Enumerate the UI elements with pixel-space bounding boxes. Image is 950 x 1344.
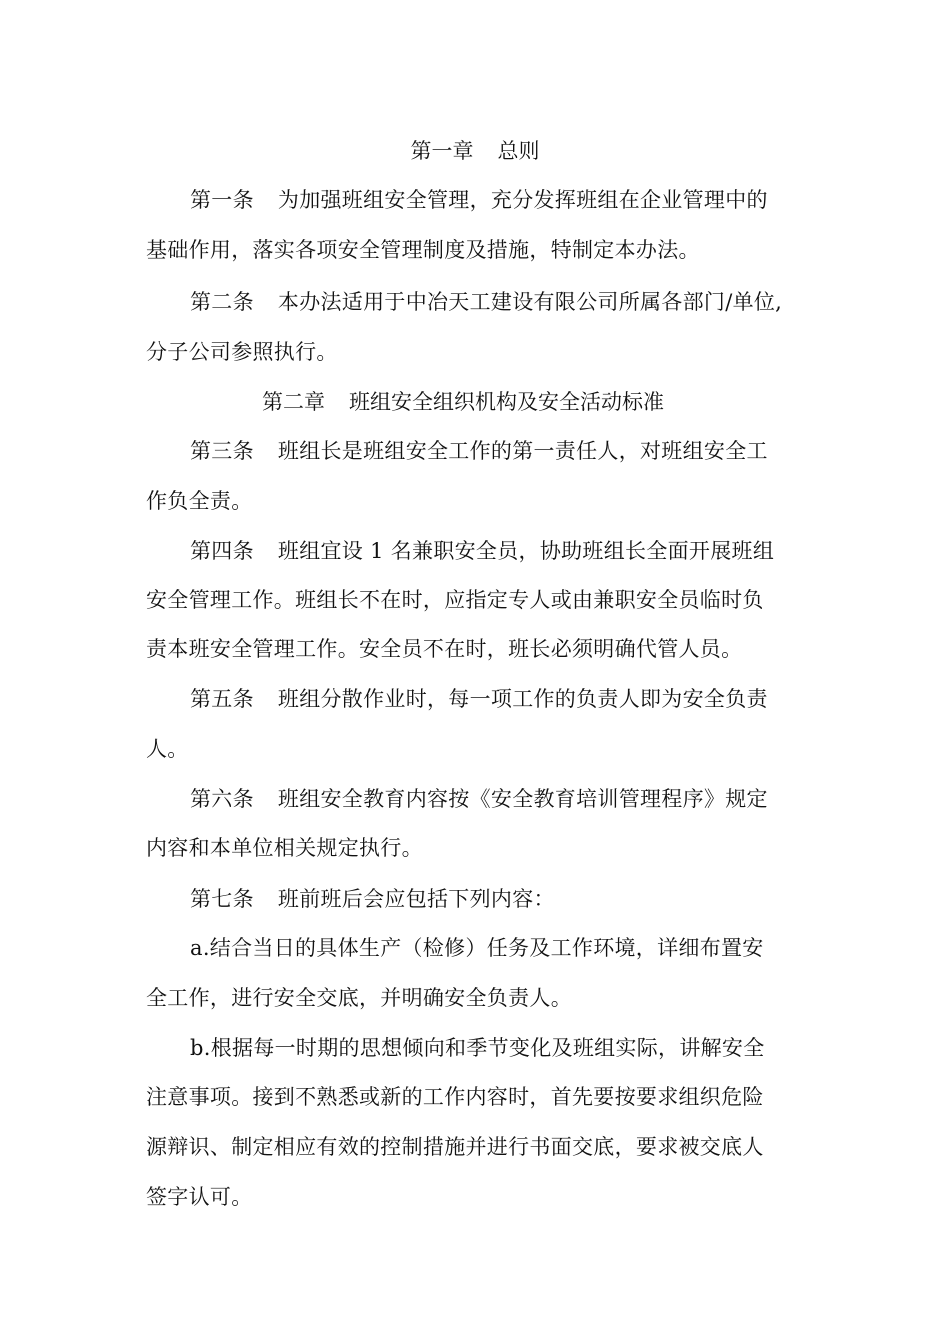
article-2-label: 第二条 (190, 290, 254, 314)
article-6-text-1: 班组安全教育内容按《安全教育培训管理程序》规定 (277, 787, 768, 811)
article-4-line-1 (190, 536, 774, 566)
article-1-line-2: 基础作用，落实各项安全管理制度及措施，特制定本办法。 (146, 238, 700, 262)
article-7-text-1: 班前班后会应包括下列内容： (277, 887, 555, 911)
article-5-text-1: 班组分散作业时，每一项工作的负责人即为安全负责 (277, 687, 768, 711)
item-b-line-2: 注意事项。接到不熟悉或新的工作内容时，首先要按要求组织危险 (146, 1085, 764, 1109)
article-3-line-2: 作负全责。 (146, 489, 253, 513)
article-1-text-1: 为加强班组安全管理，充分发挥班组在企业管理中的 (277, 188, 768, 212)
article-3-label: 第三条 (190, 439, 254, 463)
item-a-line-1: a.结合当日的具体生产（检修）任务及工作环境，详细布置安 (190, 936, 764, 960)
article-5-line-1 (190, 684, 768, 714)
item-b-line-3: 源辩识、制定相应有效的控制措施并进行书面交底，要求被交底人 (146, 1135, 764, 1159)
article-2-line-1 (190, 287, 782, 317)
item-b-line-4: 签字认可。 (146, 1185, 253, 1209)
article-6-line-2: 内容和本单位相关规定执行。 (146, 836, 423, 860)
article-6-line-1 (190, 784, 768, 814)
article-3-line-1 (190, 436, 768, 466)
article-1-label: 第一条 (190, 188, 254, 212)
article-7-line-1 (190, 884, 555, 914)
article-4-text-1: 班组宜设 1 名兼职安全员，协助班组长全面开展班组 (277, 539, 775, 563)
article-2-line-2: 分子公司参照执行。 (146, 340, 338, 364)
chapter-1-title: 总则 (497, 139, 540, 163)
article-2-text-1: 本办法适用于中冶天工建设有限公司所属各部门/单位, (277, 290, 783, 314)
article-6-label: 第六条 (190, 787, 254, 811)
chapter-2-label: 第二章 (262, 390, 325, 414)
article-5-line-2: 人。 (146, 737, 189, 761)
chapter-1-heading (0, 136, 950, 166)
article-1-line-1 (190, 185, 768, 215)
item-a-line-2: 全工作，进行安全交底，并明确安全负责人。 (146, 986, 572, 1010)
chapter-1-label: 第一章 (410, 139, 474, 163)
article-4-label: 第四条 (190, 539, 254, 563)
chapter-2-title: 班组安全组织机构及安全活动标准 (349, 390, 664, 414)
article-4-line-3: 责本班安全管理工作。安全员不在时，班长必须明确代管人员。 (146, 637, 743, 661)
item-b-line-1: b.根据每一时期的思想倾向和季节变化及班组实际，讲解安全 (190, 1036, 765, 1060)
article-4-line-2: 安全管理工作。班组长不在时，应指定专人或由兼职安全员临时负 (146, 588, 764, 612)
chapter-2-heading (262, 387, 664, 417)
article-5-label: 第五条 (190, 687, 254, 711)
article-3-text-1: 班组长是班组安全工作的第一责任人，对班组安全工 (277, 439, 768, 463)
article-7-label: 第七条 (190, 887, 254, 911)
